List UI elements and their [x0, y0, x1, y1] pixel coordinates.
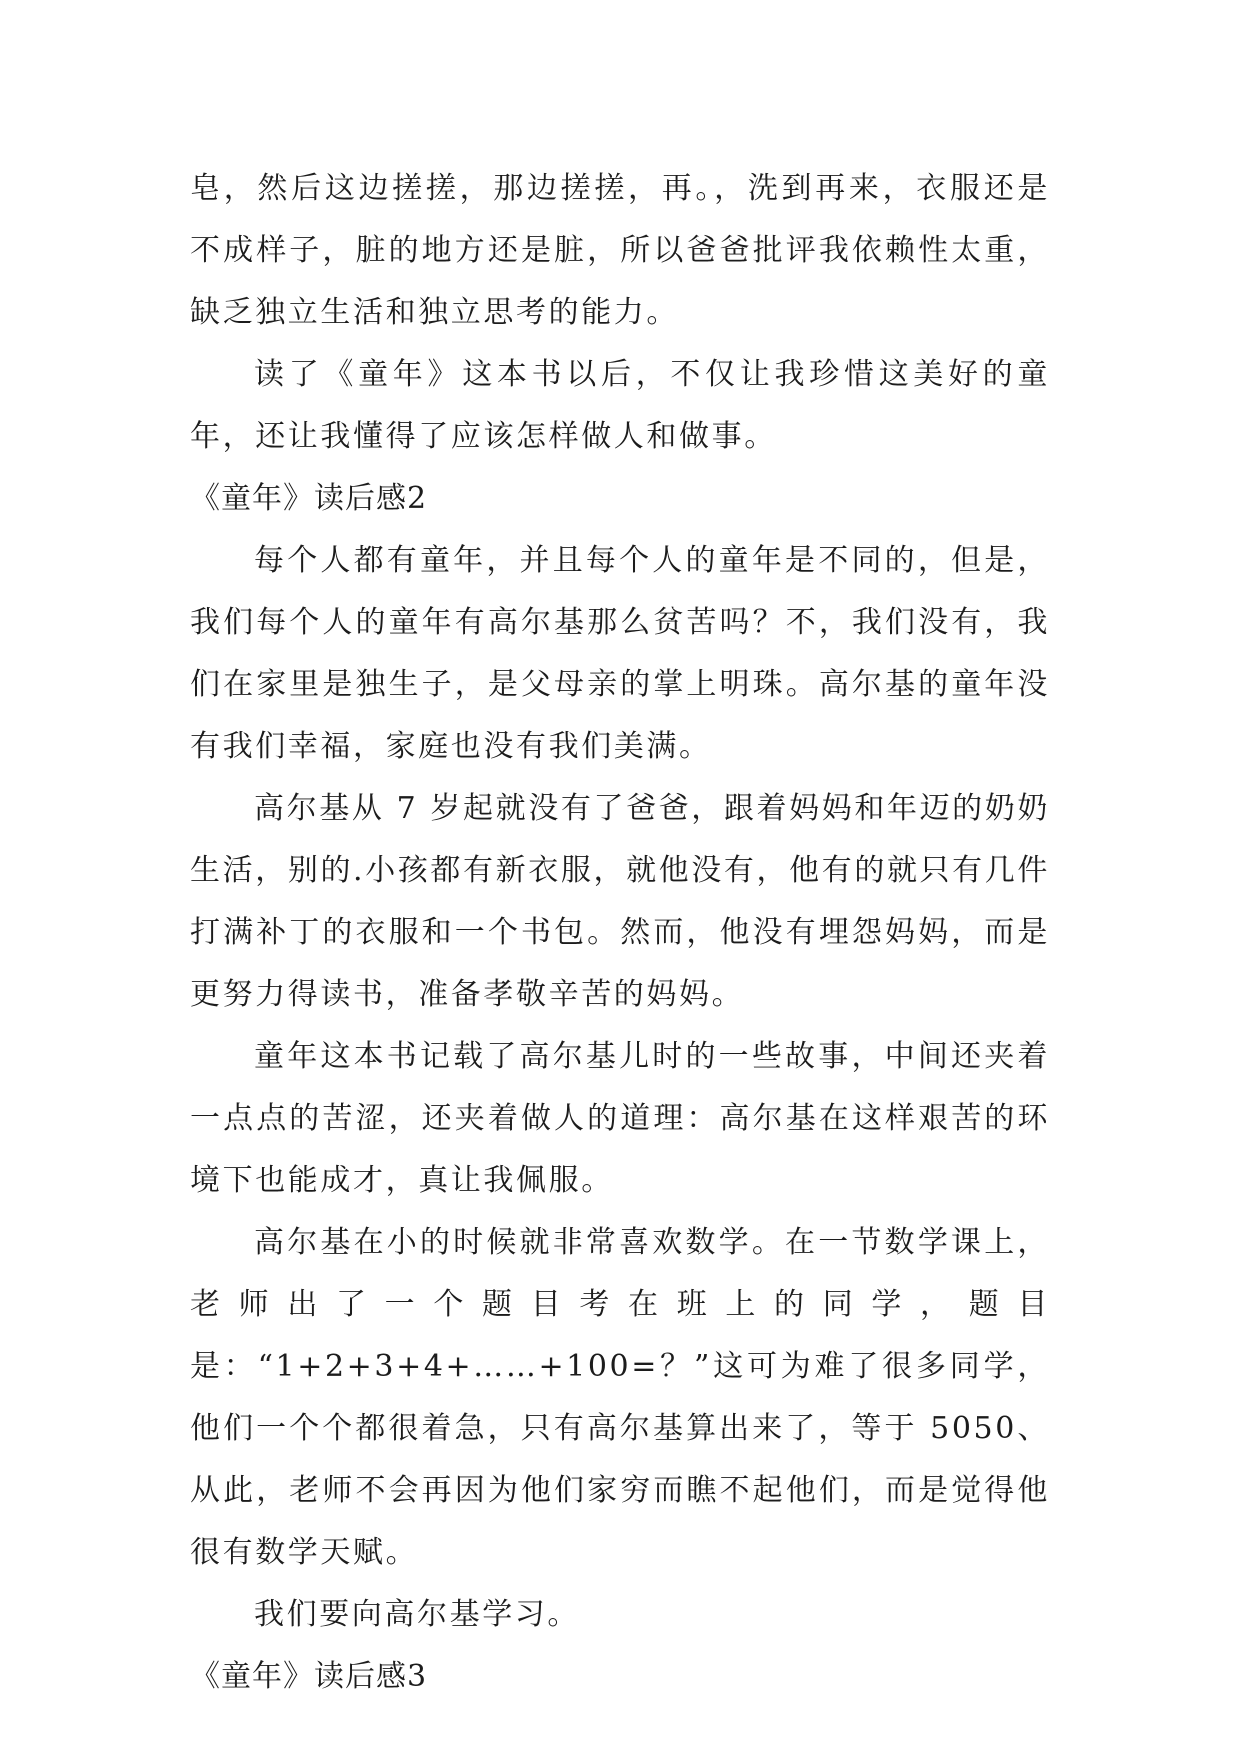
section-heading: 《童年》读后感2: [190, 481, 428, 516]
paragraph-continuation: 皂，然后这边搓搓，那边搓搓，再。，洗到再来，衣服还是不成样子，脏的地方还是脏，所以爸爸批评我依赖性太重，缺乏独立生活和独立思考的能力。: [190, 171, 1050, 330]
paragraph: 童年这本书记载了高尔基儿时的一些故事，中间还夹着一点点的苦涩，还夹着做人的道理：高尔基在这样艰苦的环境下也能成才，真让我佩服。: [190, 1039, 1050, 1198]
paragraph: 我们要向高尔基学习。: [254, 1597, 580, 1632]
paragraph: 高尔基从 7 岁起就没有了爸爸，跟着妈妈和年迈的奶奶生活，别的.小孩都有新衣服，就他没有，他有的就只有几件打满补丁的衣服和一个书包。然而，他没有埋怨妈妈，而是更努力得读书，准备孝敬辛苦的妈妈。: [190, 791, 1050, 1012]
paragraph: 高尔基在小的时候就非常喜欢数学。在一节数学课上，老师出了一个题目考在班上的同学，题目是：“1+2+3+4+……+100=？”这可为难了很多同学，他们一个个都很着急，只有高尔基算出来了，等于 5050、从此，老师不会再因为他们家穷而瞧不起他们，而是觉得他很有数学天赋。: [190, 1225, 1050, 1570]
document-body: [190, 158, 1050, 1708]
section-heading: 《童年》读后感3: [190, 1659, 428, 1694]
paragraph: 每个人都有童年，并且每个人的童年是不同的，但是，我们每个人的童年有高尔基那么贫苦吗？不，我们没有，我们在家里是独生子，是父母亲的掌上明珠。高尔基的童年没有我们幸福，家庭也没有我们美满。: [190, 543, 1050, 764]
paragraph: 读了《童年》这本书以后，不仅让我珍惜这美好的童年，还让我懂得了应该怎样做人和做事。: [190, 357, 1050, 454]
